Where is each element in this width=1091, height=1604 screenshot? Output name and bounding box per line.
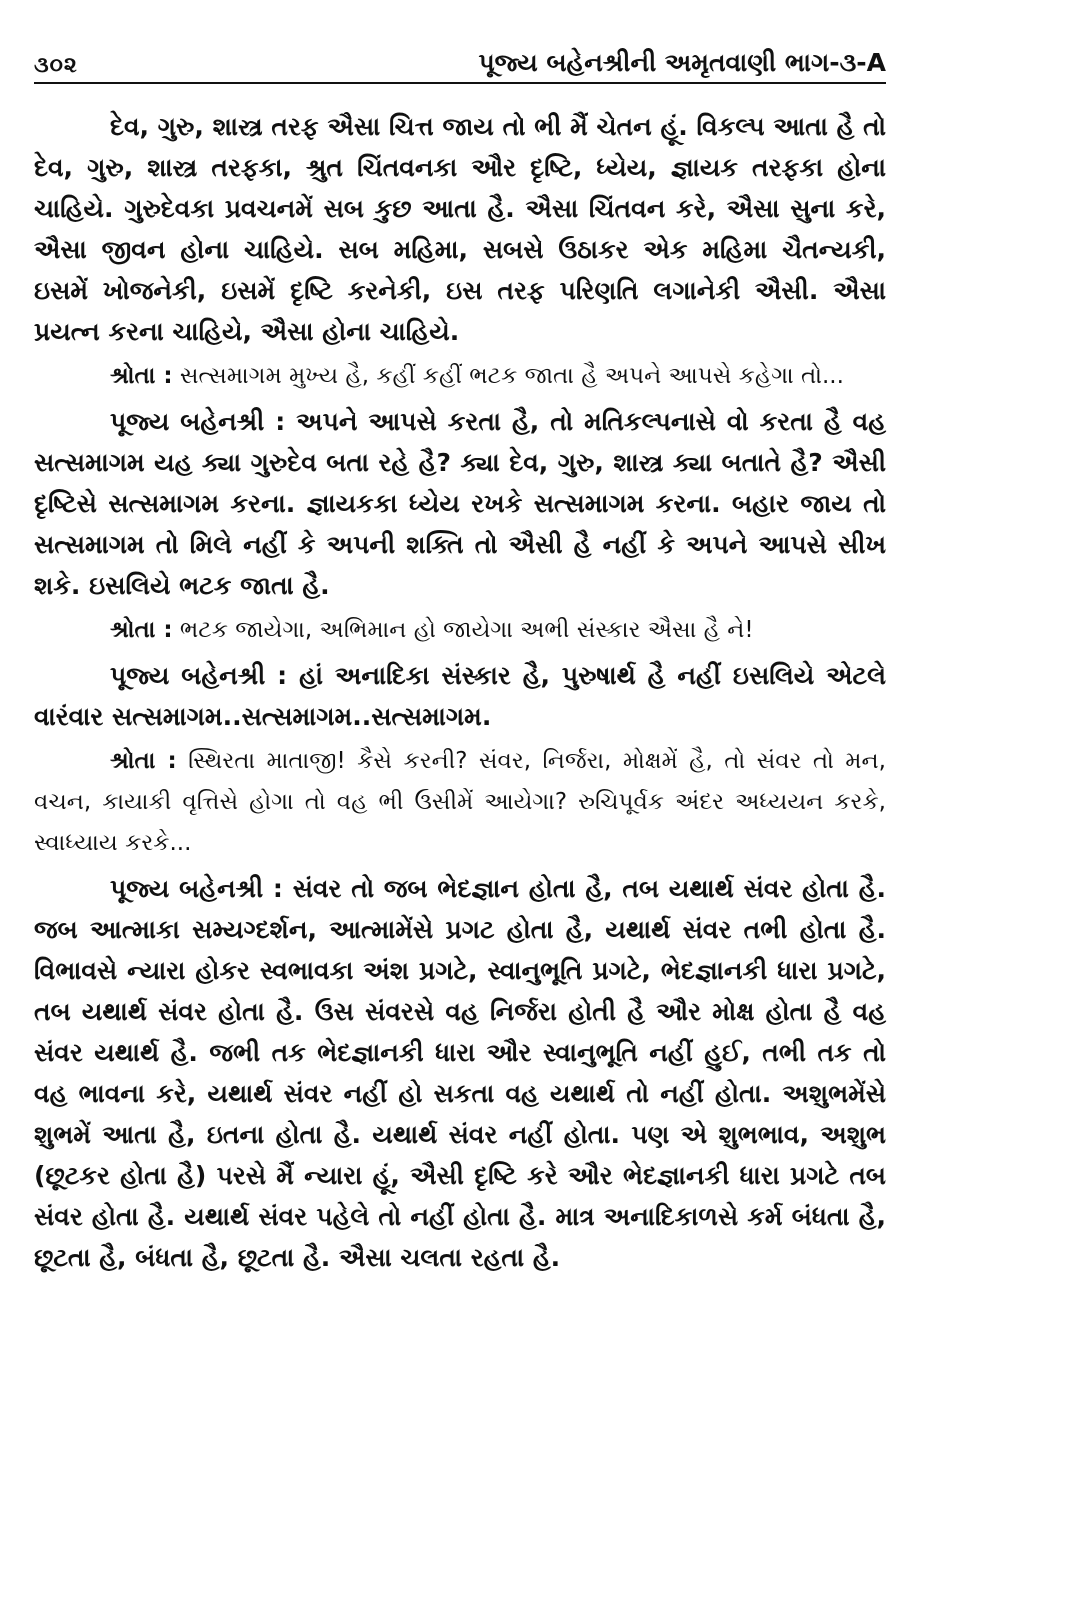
page-body — [34, 106, 886, 1278]
speaker-label: પૂજ્ય બહેનશ્રી : — [110, 661, 288, 690]
paragraph-text: સંવર તો જબ ભેદજ્ઞાન હોતા હૈ, તબ યથાર્થ સંવર હોતા હૈ. જબ આત્માકા સમ્યગ્દર્શન, આત્મામેંસે પ્રગટ હોતા હૈ, યથાર્થ સંવર તભી હોતા હૈ. વિભાવસે ન્યારા હોકર સ્વભાવકા અંશ પ્રગટે, સ્વાનુભૂતિ પ્રગટે, ભેદજ્ઞાનકી ધારા પ્રગટે, તબ યથાર્થ સંવર હોતા હૈ. ઉસ સંવરસે વહ નિર્જરા હોતી હૈ ઔર મોક્ષ હોતા હૈ વહ સંવર યથાર્થ હૈ. જભી તક ભેદજ્ઞાનકી ધારા ઔર સ્વાનુભૂતિ નહીં હુઈ, તભી તક તો વહ ભાવના કરે, યથાર્થ સંવર નહીં હો સકતા વહ યથાર્થ તો નહીં હોતા. અશુભમેંસે શુભમેં આતા હૈ, ઇતના હોતા હૈ. યથાર્થ સંવર નહીં હોતા. પણ એ શુભભાવ, અશુભ (છૂટકર હોતા હૈ) પરસે મૈં ન્યારા હૂં, ઐસી દૃષ્ટિ કરે ઔર ભેદજ્ઞાનકી ધારા પ્રગટે તબ સંવર હોતા હૈ. યથાર્થ સંવર પહેલે તો નહીં હોતા હૈ. માત્ર અનાદિકાળસે કર્મ બંધતા હૈ, છૂટતા હૈ, બંધતા હૈ, છૂટતા હૈ. ઐસા ચલતા રહતા હૈ. — [34, 874, 886, 1272]
paragraph-listener — [34, 356, 886, 397]
page-number: ૩૦૨ — [34, 53, 78, 78]
paragraph-text: સત્સમાગમ મુખ્ય હૈ, કહીં કહીં ભટક જાતા હૈ અપને આપસે કહેગા તો... — [179, 363, 844, 389]
speaker-label: પૂજ્ય બહેનશ્રી : — [110, 407, 286, 436]
paragraph-reply — [34, 655, 886, 737]
running-title: પૂજ્ય બહેનશ્રીની અમૃતવાણી ભાગ-૩-A — [478, 48, 886, 77]
paragraph-text: દેવ, ગુરુ, શાસ્ત્ર તરફ ઐસા ચિત્ત જાય તો ભી મૈં ચેતન હૂં. વિકલ્પ આતા હૈ તો દેવ, ગુરુ, શાસ્ત્ર તરફકા, શ્રુત ચિંતવનકા ઔર દૃષ્ટિ, ધ્યેય, જ્ઞાયક તરફકા હોના ચાહિયે. ગુરુદેવકા પ્રવચનમેં સબ કુછ આતા હૈ. ઐસા ચિંતવન કરે, ઐસા સુના કરે, ઐસા જીવન હોના ચાહિયે. સબ મહિમા, સબસે ઉઠાકર એક મહિમા ચૈતન્યકી, ઇસમેં ખોજનેકી, ઇસમેં દૃષ્ટિ કરનેકી, ઇસ તરફ પરિણતિ લગાનેકી ઐસી. ઐસા પ્રયત્ન કરના ચાહિયે, ઐસા હોના ચાહિયે. — [34, 112, 886, 346]
paragraph-text: અપને આપસે કરતા હૈ, તો મતિકલ્પનાસે વો કરતા હૈ વહ સત્સમાગમ યહ ક્યા ગુરુદેવ બતા રહે હૈ? ક્યા દેવ, ગુરુ, શાસ્ત્ર ક્યા બતાતે હૈ? ઐસી દૃષ્ટિસે સત્સમાગમ કરના. જ્ઞાયકકા ધ્યેય રખકે સત્સમાગમ કરના. બહાર જાય તો સત્સમાગમ તો મિલે નહીં કે અપની શક્તિ તો ઐસી હૈ નહીં કે અપને આપસે સીખ શકે. ઇસલિયે ભટક જાતા હૈ. — [34, 407, 886, 600]
paragraph-intro — [34, 106, 886, 352]
running-header — [34, 40, 886, 84]
paragraph-text: હાં અનાદિકા સંસ્કાર હૈ, પુરુષાર્થ હૈ નહીં ઇસલિયે એટલે વારંવાર સત્સમાગમ..સત્સમાગમ..સત્સમાગમ. — [34, 661, 886, 731]
speaker-label: શ્રોતા : — [110, 617, 173, 643]
book-page — [34, 40, 886, 1282]
speaker-label: શ્રોતા : — [110, 748, 177, 774]
paragraph-listener — [34, 741, 886, 864]
paragraph-text: ભટક જાયેગા, અભિમાન હો જાયેગા અભી સંસ્કાર ઐસા હૈ ને! — [179, 617, 754, 643]
paragraph-reply — [34, 868, 886, 1278]
paragraph-reply — [34, 401, 886, 606]
speaker-label: પૂજ્ય બહેનશ્રી : — [110, 874, 283, 903]
speaker-label: શ્રોતા : — [110, 363, 173, 389]
paragraph-listener — [34, 610, 886, 651]
paragraph-text: સ્થિરતા માતાજી! કૈસે કરની? સંવર, નિર્જરા, મોક્ષમેં હૈ, તો સંવર તો મન, વચન, કાયાકી વૃત્તિસે હોગા તો વહ ભી ઉસીમેં આયેગા? રુચિપૂર્વક અંદર અધ્યયન કરકે, સ્વાધ્યાય કરકે... — [34, 748, 886, 856]
